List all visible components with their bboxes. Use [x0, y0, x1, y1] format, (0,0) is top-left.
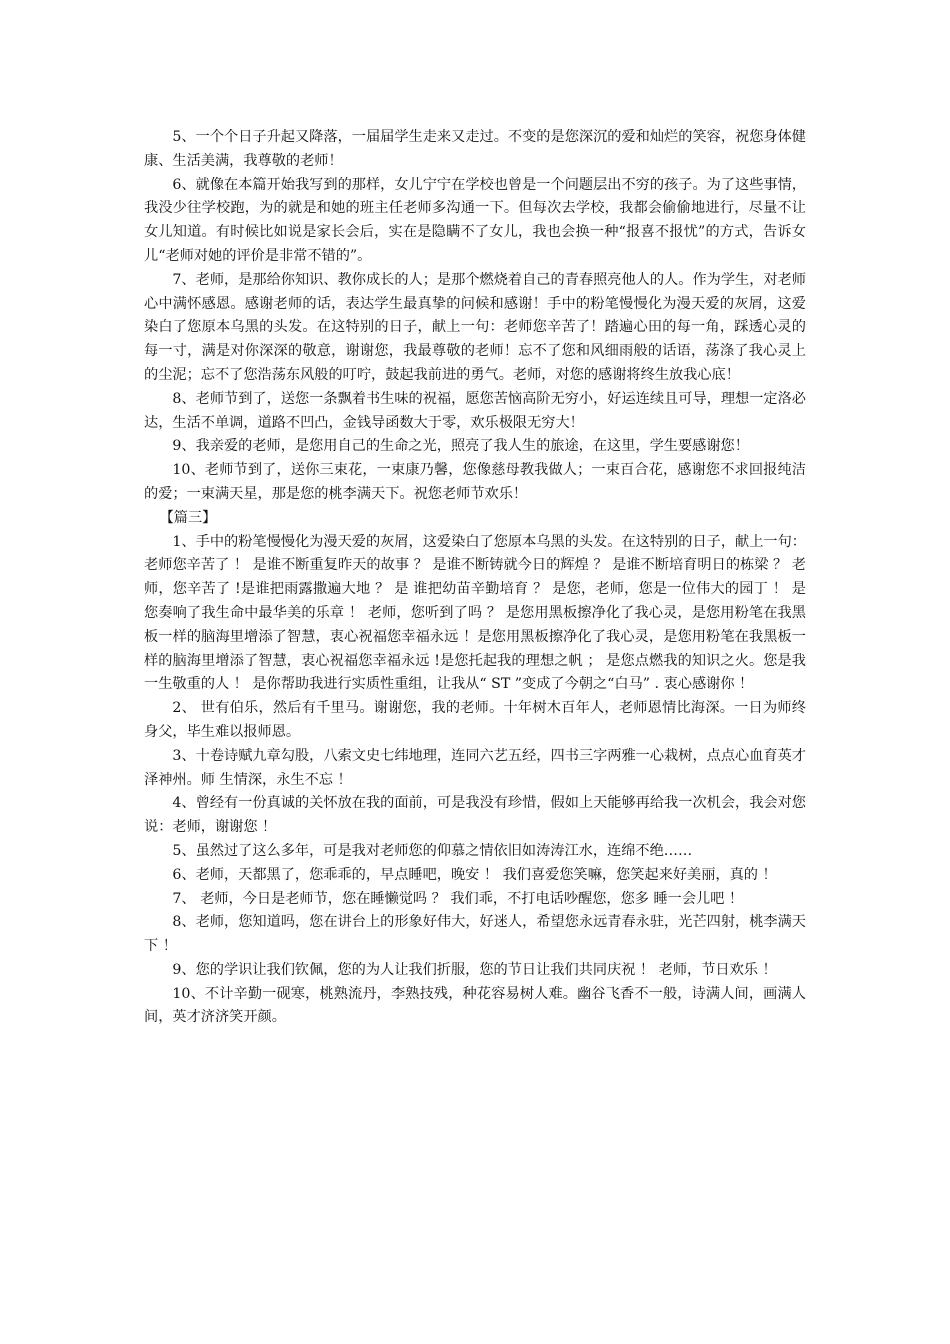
paragraph-a8: 8、老师节到了，送您一条飘着书生味的祝福，愿您苦恼高阶无穷小，好运连续且可导，理想一定洛必达，生活不单调，道路不凹凸，金钱导函数大于零，欢乐极限无穷大！ [144, 390, 806, 431]
paragraph-a5: 5、一个个日子升起又降落，一届届学生走来又走过。不变的是您深沉的爱和灿烂的笑容，祝您身体健康、生活美满，我尊敬的老师！ [144, 129, 806, 169]
paragraph-b1: 1、手中的粉笔慢慢化为漫天爱的灰屑，这爱染白了您原本乌黑的头发。在这特别的日子，献上一句：老师您辛苦了 ！ 是谁不断重复昨天的故事 ？ 是谁不断铸就今日的辉煌 ？ 是谁不断培育明日的栋梁 ？ 老师，您辛苦了 !是谁把雨露撒遍大地 ？ 是 谁把幼苗辛勤培育 ？ 是您，老师，您是一位伟大的园丁 ！ 是您奏响了我生命中最华美的乐章 ！ 老师，您听到了吗 ？ 是您用黑板擦净化了我心灵，是您用粉笔在我黑板一样的脑海里增添了智慧，衷心祝福您幸福永远 ！是您用黑板擦净化了我心灵，是您用粉笔在我黑板一样的脑海里增添了智慧，衷心祝福您幸福永远 !是您托起我的理想之帆 ； 是您点燃我的知识之火。您是我一生敬重的人 ！ 是你帮助我进行实质性重组，让我从“ ST ”变成了今朝之“白马” . 衷心感谢你 ！ [144, 533, 806, 693]
paragraph-b9: 9、您的学识让我们钦佩，您的为人让我们折服，您的节日让我们共同庆祝 ！ 老师，节日欢乐 ！ [172, 961, 777, 978]
paragraph-a7: 7、老师，是那给你知识、教你成长的人；是那个燃烧着自己的青春照亮他人的人。作为学生，对老师心中满怀感恩。感谢老师的话，表达学生最真挚的问候和感谢！手中的粉笔慢慢化为漫天爱的灰屑，这爱染白了您原本乌黑的头发。在这特别的日子，献上一句：老师您辛苦了！踏遍心田的每一角，踩透心灵的每一寸，满是对你深深的敬意，谢谢您，我最尊敬的老师！忘不了您和风细雨般的话语，荡涤了我心灵上的尘泥；忘不了您浩荡东风般的叮咛，鼓起我前进的勇气。老师，对您的感谢将终生放我心底！ [144, 271, 806, 383]
document-body [144, 126, 806, 1030]
paragraph-b10: 10、不计辛勤一砚寒，桃熟流丹，李熟技残，种花容易树人难。幽谷飞香不一般，诗满人间，画满人间，英才济济笑开颜。 [144, 985, 806, 1026]
paragraph-a10: 10、老师节到了，送你三束花，一束康乃馨，您像慈母教我做人；一束百合花，感谢您不求回报纯洁的爱；一束满天星，那是您的桃李满天下。祝您老师节欢乐！ [144, 462, 806, 502]
paragraph-a9: 9、我亲爱的老师，是您用自己的生命之光，照亮了我人生的旅途，在这里，学生要感谢您！ [172, 438, 749, 455]
section-heading: 【篇三】 [159, 509, 217, 526]
paragraph-b7: 7、 老师，今日是老师节，您在睡懒觉吗 ？ 我们乖，不打电话吵醒您，您多 睡一会儿吧 ！ [172, 890, 744, 907]
paragraph-b3: 3、十卷诗赋九章勾股，八索文史七纬地理，连同六艺五经，四书三字两雅一心栽树，点点心血育英才泽神州。师 生情深，永生不忘 ！ [144, 747, 806, 788]
paragraph-a6: 6、就像在本篇开始我写到的那样，女儿宁宁在学校也曾是一个问题层出不穷的孩子。为了这些事情，我没少往学校跑，为的就是和她的班主任老师多沟通一下。但每次去学校，我都会偷偷地进行，尽量不让女儿知道。有时候比如说是家长会后，实在是隐瞒不了女儿，我也会换一种“报喜不报忧”的方式，告诉女儿“老师对她的评价是非常不错的”。 [144, 176, 806, 264]
paragraph-b4: 4、曾经有一份真诚的关怀放在我的面前，可是我没有珍惜，假如上天能够再给我一次机会，我会对您说：老师，谢谢您 ！ [144, 795, 806, 836]
paragraph-b6: 6、老师，天都黑了，您乖乖的，早点睡吧，晚安 ！ 我们喜爱您笑嘛，您笑起来好美丽，真的 ！ [172, 866, 777, 883]
paragraph-b2: 2、 世有伯乐，然后有千里马。谢谢您，我的老师。十年树木百年人，老师恩情比海深。一日为师终 身父，毕生难以报师恩。 [144, 700, 806, 740]
paragraph-b5: 5、虽然过了这么多年，可是我对老师您的仰慕之情依旧如涛涛江水，连绵不绝…… [172, 842, 693, 859]
paragraph-b8: 8、老师，您知道吗，您在讲台上的形象好伟大，好迷人，希望您永远青春永驻，光芒四射，桃李满天下 ！ [144, 914, 806, 955]
